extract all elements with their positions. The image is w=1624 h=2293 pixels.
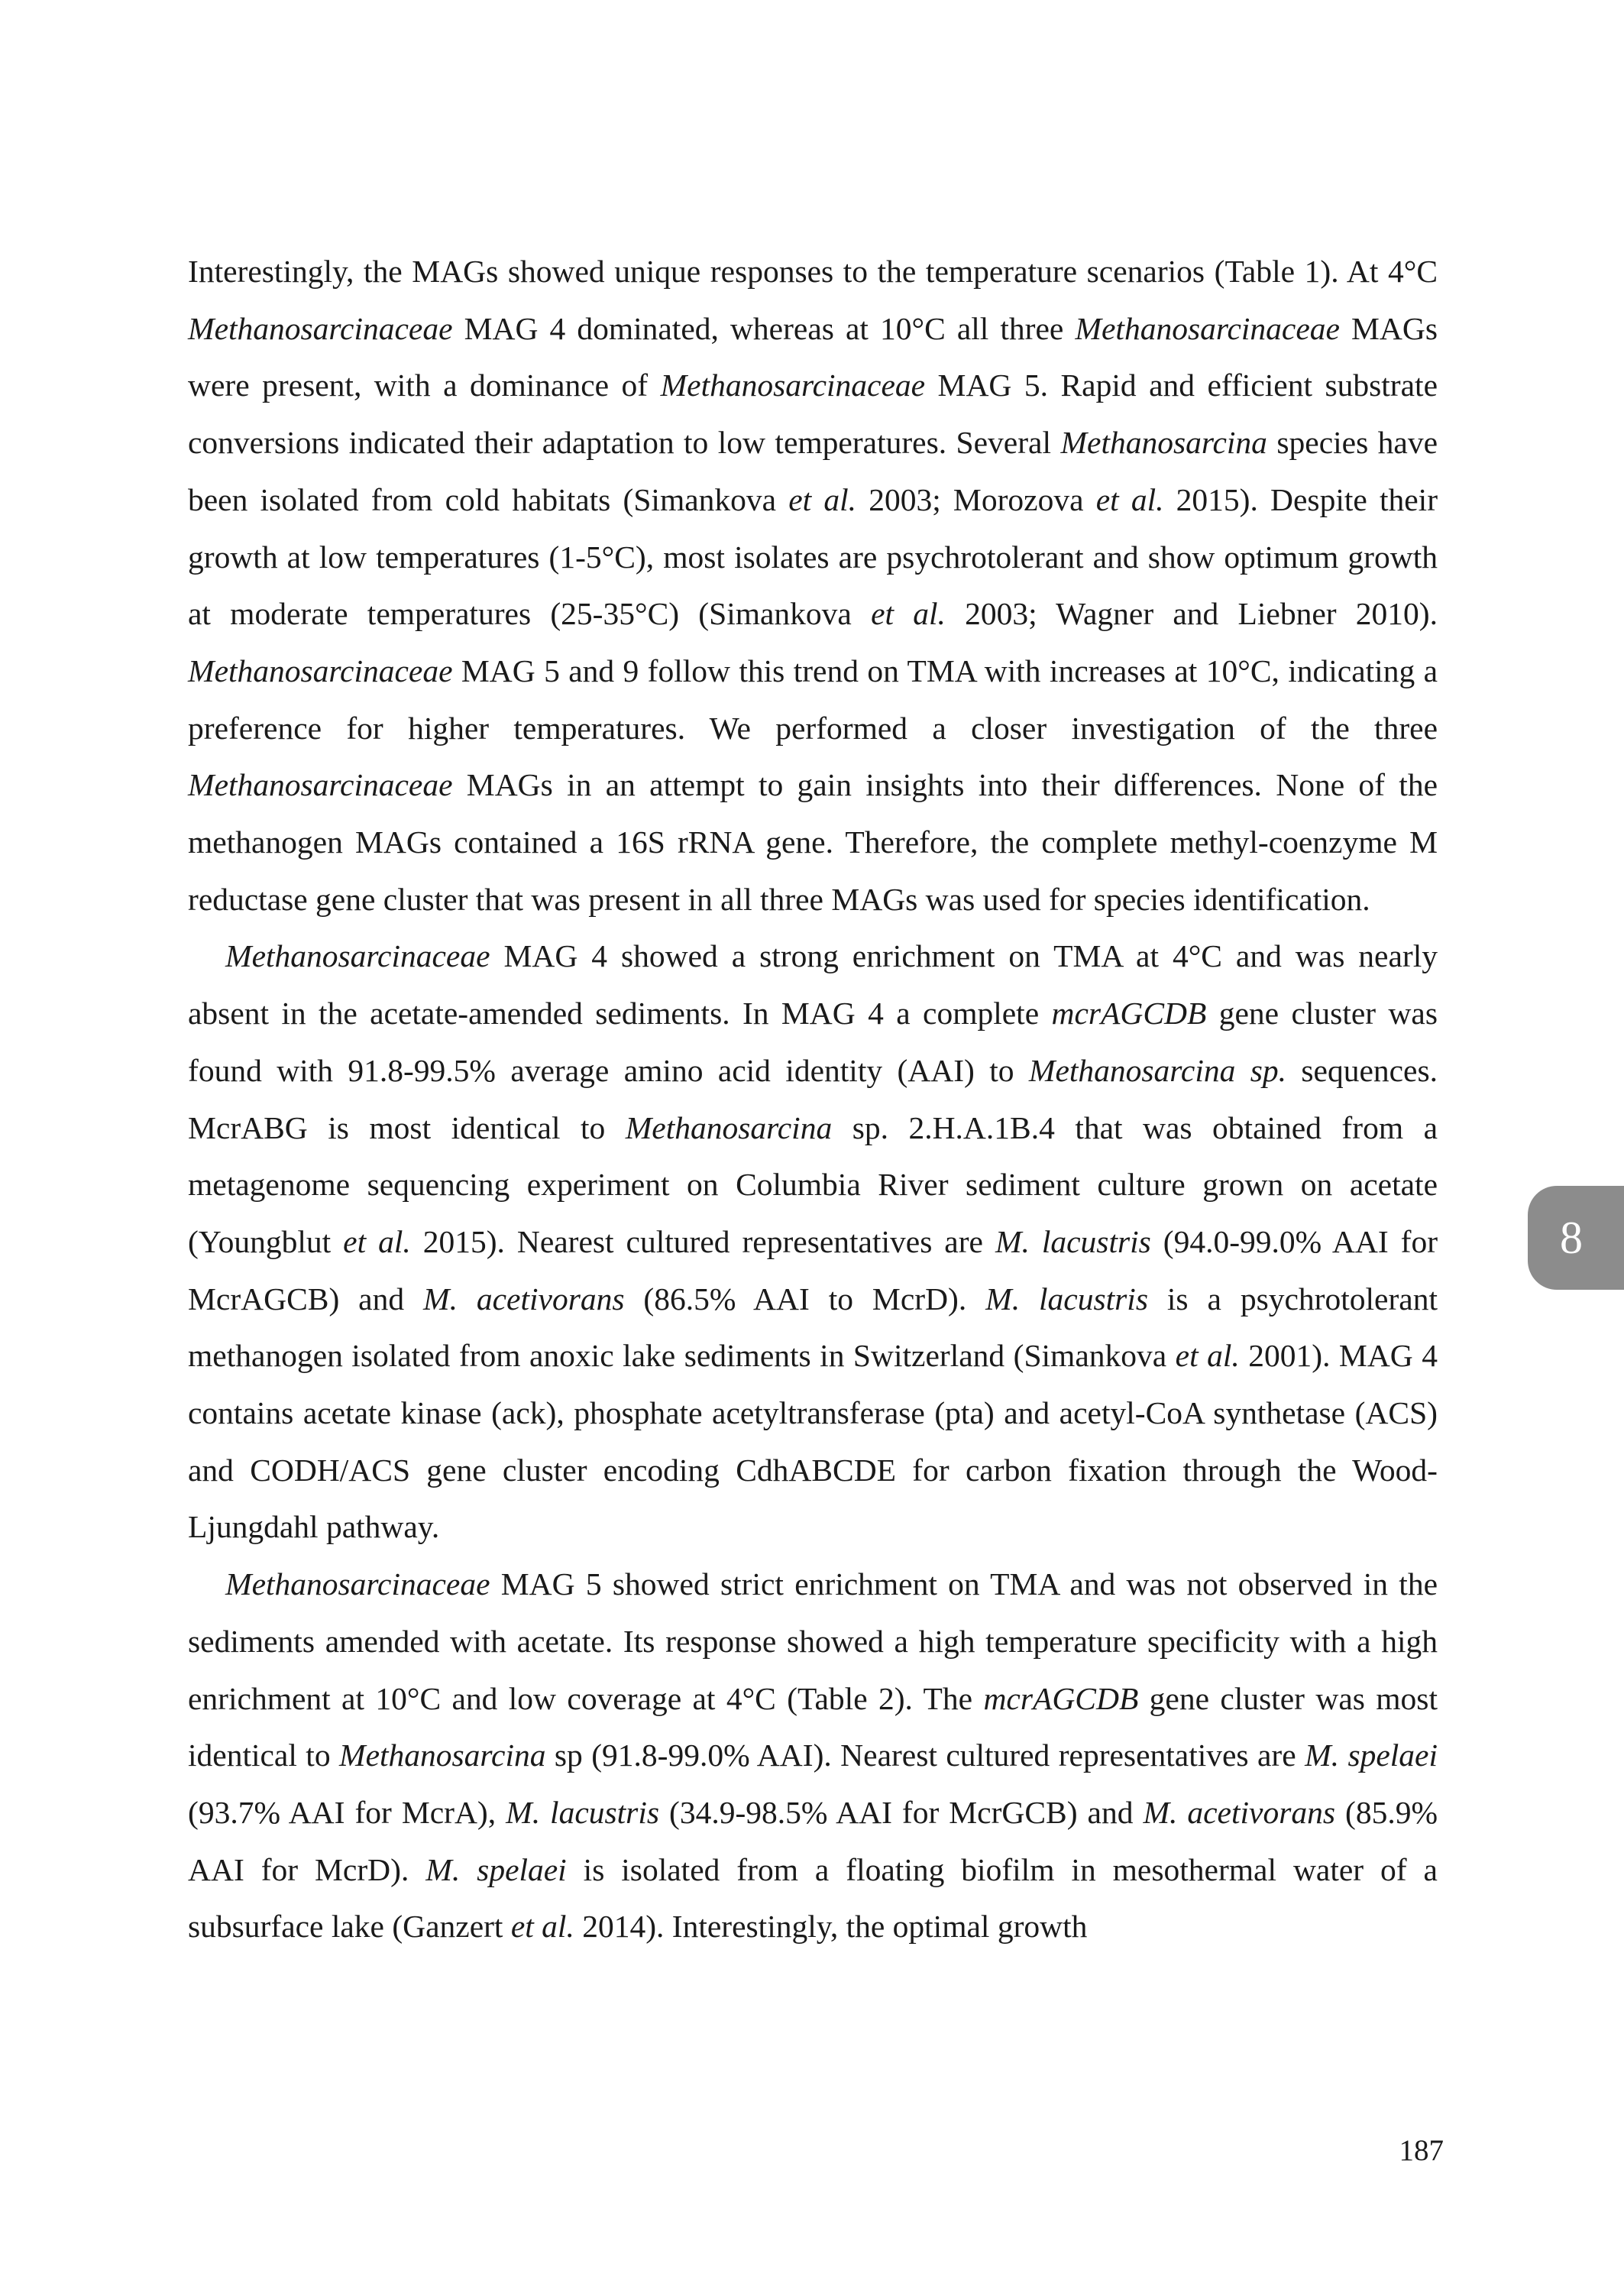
text-run: 2015). Despite their growth at low temperatures (1-5°C), most isolates are psychrotolerant and show optimum growth at moderate temperatures (25-35°C) (Simankova bbox=[188, 481, 1438, 632]
italic-text: Methanosarcina sp. bbox=[1028, 1052, 1287, 1088]
italic-text: Methanosarcinaceae bbox=[188, 767, 453, 803]
text-run: MAG 5. Rapid and efficient substrate conversions indicated their adaptation to low temperatures. Several bbox=[188, 368, 1438, 461]
text-run: MAG 4 showed a strong enrichment on TMA at 4°C and was nearly absent in the acetate-amended sediments. In MAG 4 a complete bbox=[188, 938, 1438, 1032]
text-run: MAGs in an attempt to gain insights into their differences. None of the methanogen MAGs contained a 16S rRNA gene. Therefore, the complete methyl-coenzyme M reductase gene cluster that was present in all three MAGs was used for species identification. bbox=[188, 767, 1438, 917]
text-run: (34.9-98.5% AAI for McrGCB) and bbox=[659, 1794, 1144, 1830]
text-run: sp (91.8-99.0% AAI). Nearest cultured representatives are bbox=[545, 1738, 1305, 1773]
text-run: (93.7% AAI for McrA), bbox=[188, 1794, 506, 1830]
chapter-tab: 8 bbox=[1528, 1186, 1624, 1290]
body-text bbox=[188, 243, 1438, 1955]
italic-text: M. acetivorans bbox=[1143, 1794, 1336, 1830]
italic-text: M. acetivorans bbox=[423, 1281, 625, 1317]
paragraph bbox=[188, 1556, 1438, 1955]
text-run: is isolated from a floating biofilm in mesothermal water of a subsurface lake (Ganzert bbox=[188, 1851, 1438, 1945]
text-run: 2003; Wagner and Liebner 2010). bbox=[945, 596, 1438, 632]
italic-text: M. spelaei bbox=[1305, 1738, 1438, 1773]
italic-text: et al. bbox=[343, 1223, 411, 1259]
text-run: gene cluster was most identical to bbox=[188, 1680, 1438, 1773]
italic-text: M. lacustris bbox=[506, 1794, 660, 1830]
text-run: Interestingly, the MAGs showed unique responses to the temperature scenarios (Table 1). At 4°C bbox=[188, 254, 1438, 289]
italic-text: mcrAGCDB bbox=[983, 1680, 1139, 1716]
italic-text: Methanosarcinaceae bbox=[1075, 310, 1340, 346]
text-run: 2001). MAG 4 contains acetate kinase (ack), phosphate acetyltransferase (pta) and acetyl-CoA synthetase (ACS) and CODH/ACS gene cluster encoding CdhABCDE for carbon fixation through the Wood-Ljungdahl pathway. bbox=[188, 1338, 1438, 1545]
page-number: 187 bbox=[1399, 2134, 1444, 2167]
italic-text: et al. bbox=[510, 1909, 574, 1945]
italic-text: et al. bbox=[871, 596, 946, 632]
text-run: is a psychrotolerant methanogen isolated from anoxic lake sediments in Switzerland (Simankova bbox=[188, 1281, 1438, 1374]
italic-text: mcrAGCDB bbox=[1051, 996, 1207, 1032]
text-run: MAG 4 dominated, whereas at 10°C all three bbox=[452, 310, 1076, 346]
text-run: MAG 5 and 9 follow this trend on TMA with increases at 10°C, indicating a preference for higher temperatures. We performed a closer investigation of the three bbox=[188, 653, 1438, 746]
text-run: 2003; Morozova bbox=[856, 481, 1096, 517]
text-run: sequences. McrABG is most identical to bbox=[188, 1052, 1438, 1145]
italic-text: Methanosarcina bbox=[1060, 425, 1267, 461]
italic-text: M. lacustris bbox=[985, 1281, 1148, 1317]
text-run: 2014). Interestingly, the optimal growth bbox=[574, 1909, 1088, 1945]
italic-text: Methanosarcinaceae bbox=[188, 310, 453, 346]
text-run: (85.9% AAI for McrD). bbox=[188, 1794, 1438, 1887]
text-run: gene cluster was found with 91.8-99.5% average amino acid identity (AAI) to bbox=[188, 996, 1438, 1088]
italic-text: Methanosarcina bbox=[625, 1109, 833, 1145]
paragraph bbox=[188, 928, 1438, 1556]
italic-text: M. spelaei bbox=[425, 1851, 567, 1887]
text-run: (86.5% AAI to McrD). bbox=[624, 1281, 986, 1317]
italic-text: Methanosarcinaceae bbox=[188, 653, 453, 688]
text-run: species have been isolated from cold habitats (Simankova bbox=[188, 425, 1438, 517]
text-run: MAGs were present, with a dominance of bbox=[188, 310, 1438, 403]
italic-text: et al. bbox=[1095, 481, 1164, 517]
italic-text: Methanosarcinaceae bbox=[660, 368, 926, 403]
italic-text: Methanosarcinaceae bbox=[225, 938, 490, 974]
text-run: (94.0-99.0% AAI for McrAGCB) and bbox=[188, 1223, 1438, 1317]
italic-text: Methanosarcinaceae bbox=[225, 1566, 490, 1602]
text-run: 2015). Nearest cultured representatives are bbox=[410, 1223, 995, 1259]
italic-text: et al. bbox=[788, 481, 857, 517]
text-run: sp. 2.H.A.1B.4 that was obtained from a metagenome sequencing experiment on Columbia River sediment culture grown on acetate (Youngblut bbox=[188, 1109, 1438, 1259]
text-run: MAG 5 showed strict enrichment on TMA and was not observed in the sediments amended with acetate. Its response showed a high temperature specificity with a high enrichment at 10°C and low coverage at 4°C (Table 2). The bbox=[188, 1566, 1438, 1716]
italic-text: et al. bbox=[1175, 1338, 1240, 1374]
italic-text: M. lacustris bbox=[995, 1223, 1151, 1259]
italic-text: Methanosarcina bbox=[339, 1738, 546, 1773]
paragraph bbox=[188, 243, 1438, 928]
